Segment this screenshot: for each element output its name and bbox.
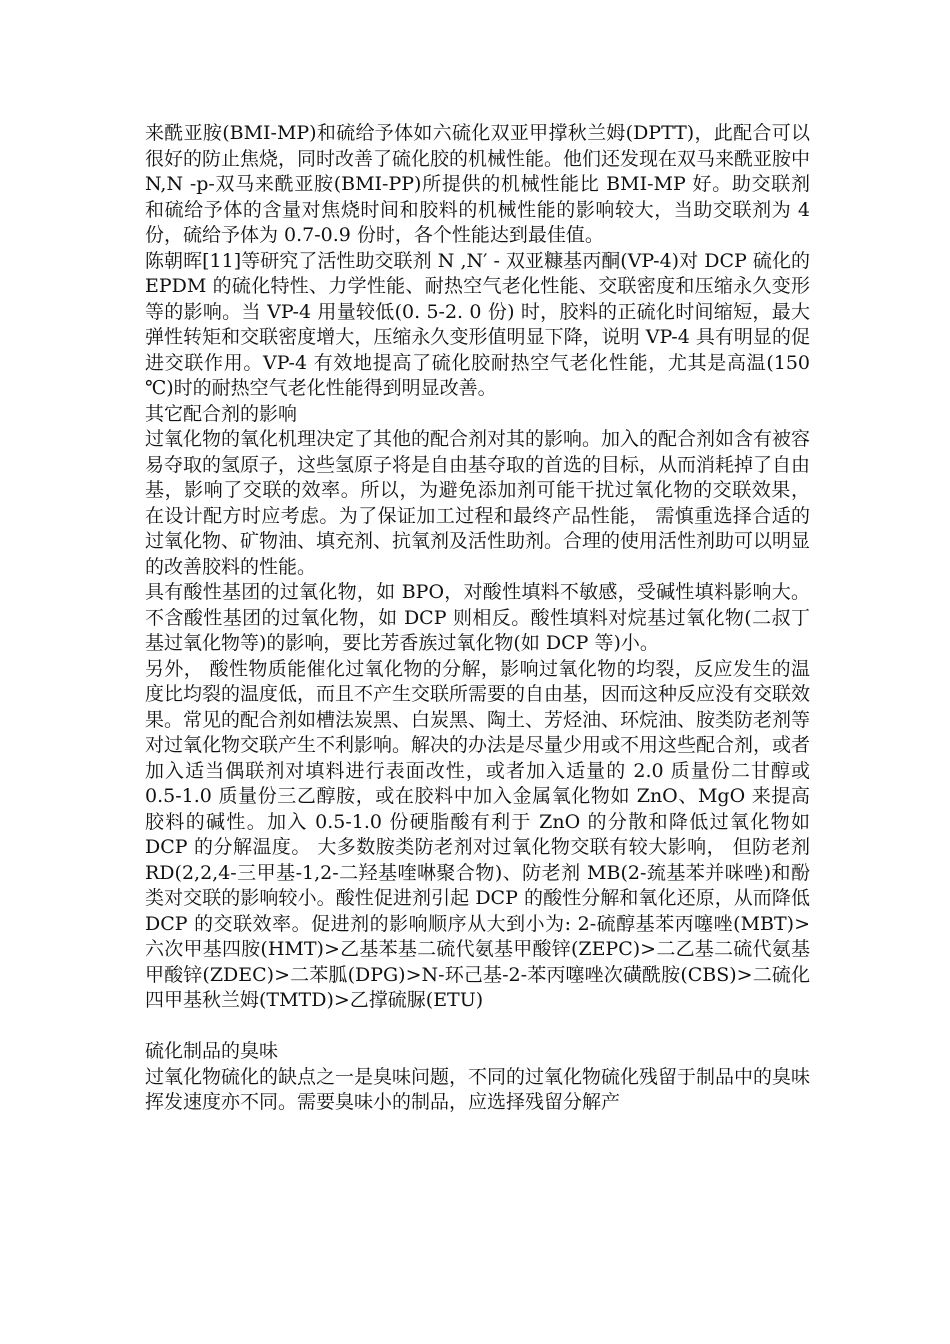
paragraph-odor: 过氧化物硫化的缺点之一是臭味问题，不同的过氧化物硫化残留于制品中的臭味挥发速度亦不同。需要臭味小的制品，应选择残留分解产 — [145, 1065, 811, 1113]
section-heading-odor: 硫化制品的臭味 — [145, 1040, 279, 1062]
paragraph-oxidation-mechanism: 过氧化物的氧化机理决定了其他的配合剂对其的影响。加入的配合剂如含有被容易夺取的氢原子，这些氢原子将是自由基夺取的首选的目标，从而消耗掉了自由基，影响了交联的效率。所以，为避免添加剂可能干扰过氧化物的交联效果， 在设计配方时应考虑。为了保证加工过程和最终产品性能， 需慎重选择合适的过氧化物、矿物油、填充剂、抗氧剂及活性助剂。合理的使用活性剂助可以明显的改善胶料的性能。 — [145, 428, 811, 578]
paragraph-bmi-sulfur-donor: 来酰亚胺(BMI-MP)和硫给予体如六硫化双亚甲撑秋兰姆(DPTT)，此配合可以很好的防止焦烧，同时改善了硫化胶的机械性能。他们还发现在双马来酰亚胺中 N,N -p-双马来酰亚胺(BMI-PP)所提供的机械性能比 BMI-MP 好。助交联剂和硫给予体的含量对焦烧时间和胶料的机械性能的影响较大，当助交联剂为 4 份，硫给予体为 0.7-0.9 份时，各个性能达到最佳值。 — [145, 122, 811, 246]
paragraph-vp4-study: 陈朝晖[11]等研究了活性助交联剂 N ,N′ - 双亚糠基丙酮(VP-4)对 DCP 硫化的 EPDM 的硫化特性、力学性能、耐热空气老化性能、交联密度和压缩永久变形等的影响。当 VP-4 用量较低(0. 5-2. 0 份) 时，胶料的正硫化时间缩短，最大弹性转矩和交联密度增大，压缩永久变形值明显下降，说明 VP-4 具有明显的促进交联作用。VP-4 有效地提高了硫化胶耐热空气老化性能，尤其是高温(150 ℃)时的耐热空气老化性能得到明显改善。 — [145, 249, 810, 399]
section-heading-other-agents: 其它配合剂的影响 — [145, 402, 298, 425]
paragraph-acidic-substances: 另外， 酸性物质能催化过氧化物的分解，影响过氧化物的均裂，反应发生的温度比均裂的温度低，而且不产生交联所需要的自由基，因而这种反应没有交联效果。常见的配合剂如槽法炭黑、白炭黑、陶土、芳烃油、环烷油、胺类防老剂等对过氧化物交联产生不利影响。解决的办法是尽量少用或不用这些配合剂，或者加入适当偶联剂对填料进行表面改性，或者加入适量的 2.0 质量份二甘醇或 0.5-1.0 质量份三乙醇胺，或在胶料中加入金属氧化物如 ZnO、MgO 来提高胶料的碱性。加入 0.5-1.0 份硬脂酸有利于 ZnO 的分散和降低过氧化物如 DCP 的分解温度。 大多数胺类防老剂对过氧化物交联有较大影响， 但防老剂 RD(2,2,4-三甲基-1,2-二羟基喹啉聚合物)、防老剂 MB(2-巯基苯并咪唑)和酚类对交联的影响较小。酸性促进剂引起 DCP 的酸性分解和氧化还原，从而降低 DCP 的交联效率。促进剂的影响顺序从大到小为: 2-硫醇基苯丙噻唑(MBT)>六次甲基四胺(HMT)>乙基苯基二硫代氨基甲酸锌(ZEPC)>二乙基二硫代氨基甲酸锌(ZDEC)>二苯胍(DPG)>N-环己基-2-苯丙噻唑次磺酰胺(CBS)>二硫化四甲基秋兰姆(TMTD)>乙撑硫脲(ETU) — [145, 657, 811, 1011]
blank-line — [145, 1014, 810, 1040]
paragraph-acidic-groups: 具有酸性基团的过氧化物，如 BPO，对酸性填料不敏感，受碱性填料影响大。不含酸性基团的过氧化物，如 DCP 则相反。酸性填料对烷基过氧化物(二叔丁基过氧化物等)的影响，要比芳香族过氧化物(如 DCP 等)小。 — [145, 581, 810, 654]
document-body — [145, 121, 810, 1116]
